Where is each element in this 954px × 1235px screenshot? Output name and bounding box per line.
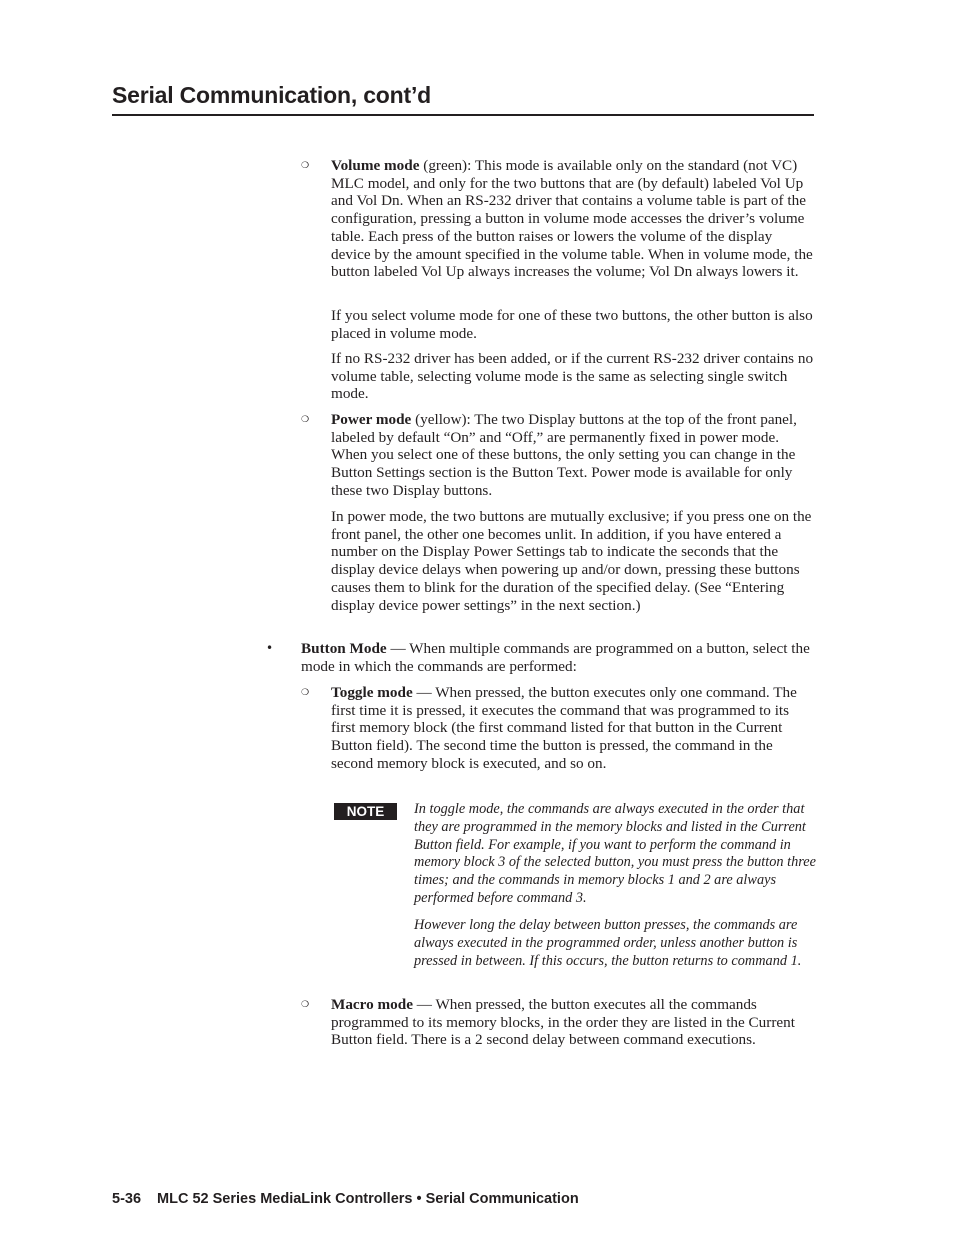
sub-bullet-marker: ❍ [301, 688, 310, 698]
toggle-mode-paragraph [331, 684, 815, 773]
power-mode-term: Power mode [331, 411, 412, 428]
volume-mode-term: Volume mode [331, 157, 420, 174]
bullet-marker: • [266, 641, 274, 655]
volume-mode-paragraph-2: If you select volume mode for one of these two buttons, the other button is also placed in volume mode. [331, 307, 813, 342]
volume-mode-text: (green): This mode is available only on the standard (not VC) MLC model, and only for the two buttons that are (by default) labeled Vol Up and Vol Dn. When an RS-232 driver that contains a volume table is part of the configuration, pressing a button in volume mode accesses the driver’s volume table. Each press of the button raises or lowers the volume of the display device by the amount specified in the volume table. When in volume mode, the button labeled Vol Up always increases the volume; Vol Dn always lowers it. [331, 157, 813, 281]
macro-mode-paragraph [331, 996, 815, 1049]
sub-bullet-marker: ❍ [301, 415, 310, 425]
toggle-mode-term: Toggle mode [331, 684, 413, 701]
power-mode-paragraph-2: In power mode, the two buttons are mutually exclusive; if you press one on the front panel, the other one becomes unlit. In addition, if you have entered a number on the Display Power Settings tab to indicate the seconds that the display device delays when powering up and/or down, pressing these buttons causes them to blink for the duration of the specified delay. (See “Entering display device power settings” in the next section.) [331, 508, 812, 614]
sub-bullet-marker: ❍ [301, 1000, 310, 1010]
sub-bullet-marker: ❍ [301, 161, 310, 171]
note-paragraph-1: In toggle mode, the commands are always executed in the order that they are programmed in the memory blocks and listed in the Current Button field. For example, if you want to perform the command in memory block 3 of the selected button, you must press the button three times; and the commands in memory blocks 1 and 2 are always performed before command 3. [414, 801, 816, 906]
page-number: 5-36 [112, 1191, 142, 1207]
macro-mode-text: — When pressed, the button executes all the commands programmed to its memory blocks, in the order they are listed in the Current Button field. There is a 2 second delay between command executions. [331, 996, 795, 1049]
button-mode-paragraph [301, 640, 815, 675]
button-mode-text: — When multiple commands are programmed on a button, select the mode in which the commands are performed: [301, 640, 810, 675]
macro-mode-term: Macro mode [331, 996, 413, 1013]
page-footer [112, 1191, 579, 1207]
power-mode-paragraph [331, 411, 815, 500]
title-divider [112, 114, 814, 116]
footer-text: MLC 52 Series MediaLink Controllers • Serial Communication [157, 1191, 579, 1207]
volume-mode-paragraph [331, 157, 815, 281]
volume-mode-paragraph-3: If no RS-232 driver has been added, or if the current RS-232 driver contains no volume table, selecting volume mode is the same as selecting single switch mode. [331, 350, 814, 403]
power-mode-text: (yellow): The two Display buttons at the top of the front panel, labeled by default “On” and “Off,” are permanently fixed in power mode. When you select one of these buttons, the only setting you can change in the Button Settings section is the Button Text. Power mode is available for only these two Display buttons. [331, 411, 797, 499]
button-mode-term: Button Mode [301, 640, 387, 657]
toggle-mode-text: — When pressed, the button executes only one command. The first time it is pressed, it executes the command that was programmed to its first memory block (the first command listed for that button in the Current Button field). The second time the button is pressed, the command in the second memory block is executed, and so on. [331, 684, 797, 772]
note-badge: NOTE [334, 803, 397, 820]
page-title: Serial Communication, cont’d [112, 82, 431, 108]
note-paragraph-2: However long the delay between button presses, the commands are always executed in the programmed order, unless another button is pressed in between. If this occurs, the button returns to command 1. [414, 917, 802, 969]
